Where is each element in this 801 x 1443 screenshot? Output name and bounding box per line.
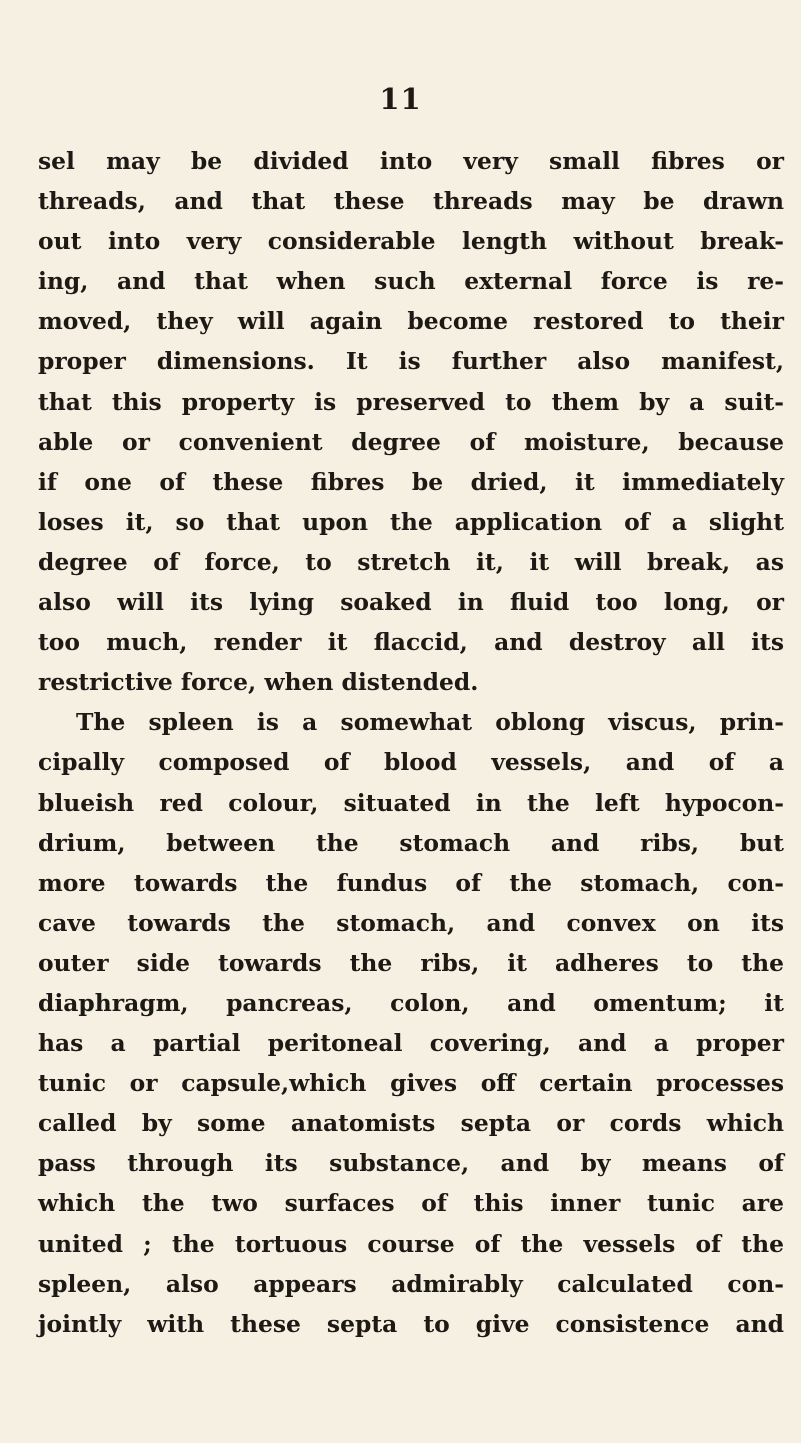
text-line: has a partial peritoneal covering, and a proper: [38, 1029, 784, 1058]
paragraph-end-line: restrictive force, when distended.: [38, 668, 479, 697]
text-line: drium, between the stomach and ribs, but: [38, 828, 784, 857]
text-line: if one of these fibres be dried, it immediately: [38, 467, 784, 496]
text-line: outer side towards the ribs, it adheres to the: [38, 948, 784, 977]
text-line: also will its lying soaked in fluid too long, or: [38, 588, 784, 617]
text-line: united ; the tortuous course of the vessels of the: [38, 1229, 784, 1258]
text-line: more towards the fundus of the stomach, con-: [38, 868, 784, 897]
text-line: threads, and that these threads may be drawn: [38, 187, 784, 216]
text-line: cave towards the stomach, and convex on its: [38, 908, 784, 937]
text-line: spleen, also appears admirably calculated con-: [38, 1269, 784, 1298]
text-line: able or convenient degree of moisture, because: [38, 427, 784, 456]
text-line: proper dimensions. It is further also manifest,: [38, 347, 784, 376]
body-text: [38, 141, 784, 1344]
text-line: out into very considerable length without break-: [38, 227, 784, 256]
text-line: loses it, so that upon the application of a slight: [38, 507, 784, 536]
text-line: which the two surfaces of this inner tunic are: [38, 1189, 784, 1218]
text-line: too much, render it flaccid, and destroy all its: [38, 628, 784, 657]
text-line: ing, and that when such external force is re-: [38, 267, 784, 296]
text-line: that this property is preserved to them by a suit-: [38, 387, 784, 416]
text-line: called by some anatomists septa or cords which: [38, 1109, 784, 1138]
text-line: jointly with these septa to give consistence and: [38, 1309, 784, 1338]
paragraph-start-line: The spleen is a somewhat oblong viscus, prin-: [76, 708, 784, 737]
text-line: moved, they will again become restored to their: [38, 307, 784, 336]
text-line: sel may be divided into very small fibres or: [38, 147, 784, 175]
text-line: cipally composed of blood vessels, and of a: [38, 748, 784, 777]
text-line: tunic or capsule,which gives off certain processes: [38, 1069, 784, 1098]
text-line: blueish red colour, situated in the left hypocon-: [38, 788, 784, 817]
page-number: 11: [379, 82, 422, 116]
text-line: pass through its substance, and by means of: [38, 1149, 784, 1178]
text-line: degree of force, to stretch it, it will break, as: [38, 547, 784, 576]
text-line: diaphragm, pancreas, colon, and omentum; it: [38, 988, 784, 1017]
